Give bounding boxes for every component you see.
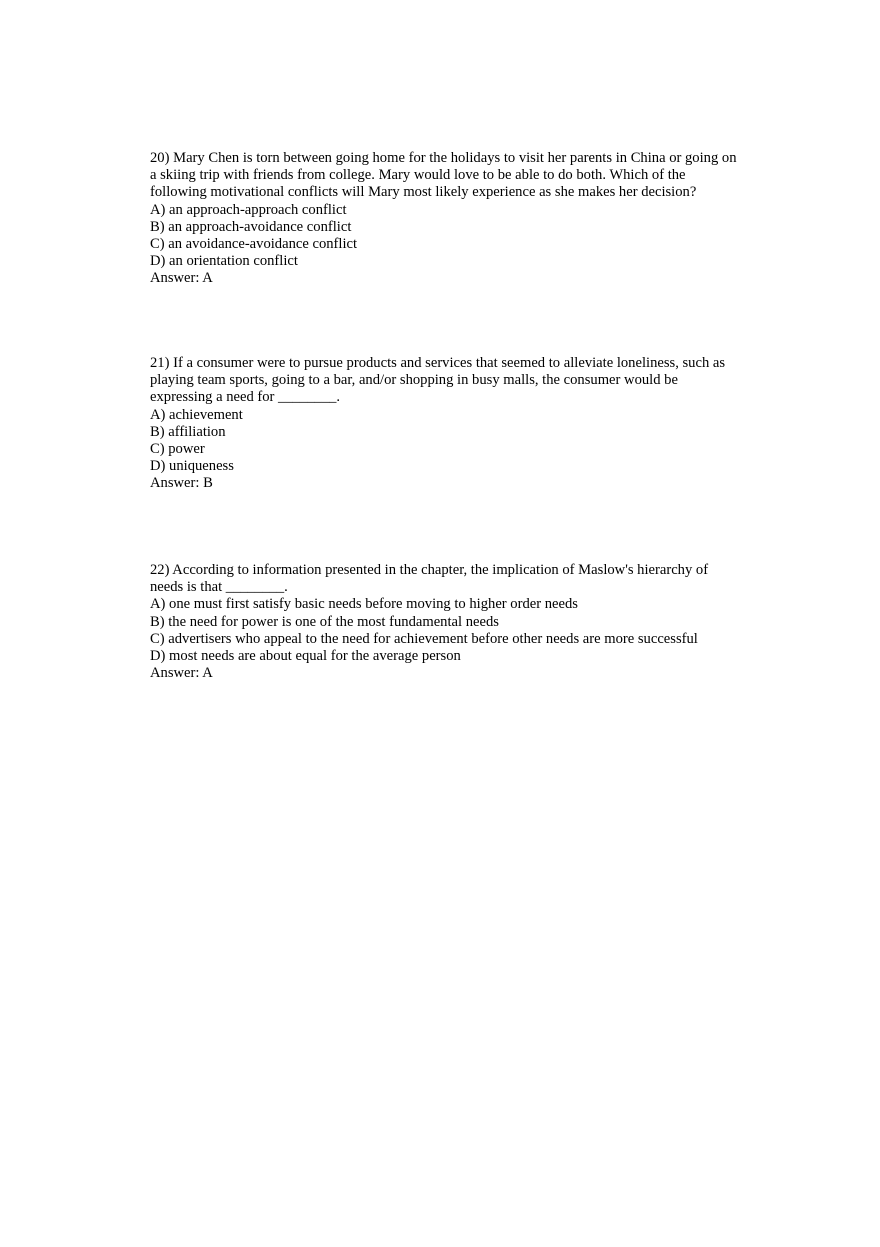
answer-option-c: C) an avoidance-avoidance conflict — [150, 236, 358, 253]
question-20 — [150, 150, 740, 288]
question-stem: 20) Mary Chen is torn between going home for the holidays to visit her parents in China or going on a skiing trip with friends from college. Mary would love to be able to do both. Which of the following motivational conflicts will Mary most likely experience as she makes her decision? — [150, 150, 737, 201]
answer-option-a: A) achievement — [150, 406, 243, 423]
answer-option-d: D) uniqueness — [150, 458, 234, 475]
correct-answer: Answer: B — [150, 475, 213, 492]
answer-option-d: D) most needs are about equal for the average person — [150, 648, 461, 665]
answer-option-b: B) the need for power is one of the most fundamental needs — [150, 613, 499, 630]
answer-option-a: A) one must first satisfy basic needs before moving to higher order needs — [150, 596, 578, 613]
answer-option-b: B) an approach-avoidance conflict — [150, 218, 352, 235]
answer-option-b: B) affiliation — [150, 423, 226, 440]
answer-option-c: C) power — [150, 441, 205, 458]
correct-answer: Answer: A — [150, 665, 213, 682]
correct-answer: Answer: A — [150, 270, 213, 287]
question-stem: 21) If a consumer were to pursue products and services that seemed to alleviate loneliness, such as playing team sports, going to a bar, and/or shopping in busy malls, the consumer would be expressing a need for ________. — [150, 355, 726, 406]
question-21 — [150, 355, 740, 493]
question-22 — [150, 562, 740, 682]
answer-option-a: A) an approach-approach conflict — [150, 201, 347, 218]
answer-option-c: C) advertisers who appeal to the need for achievement before other needs are more successful — [150, 630, 698, 647]
question-stem: 22) According to information presented in the chapter, the implication of Maslow's hierarchy of needs is that ________. — [150, 562, 709, 596]
answer-option-d: D) an orientation conflict — [150, 253, 298, 270]
